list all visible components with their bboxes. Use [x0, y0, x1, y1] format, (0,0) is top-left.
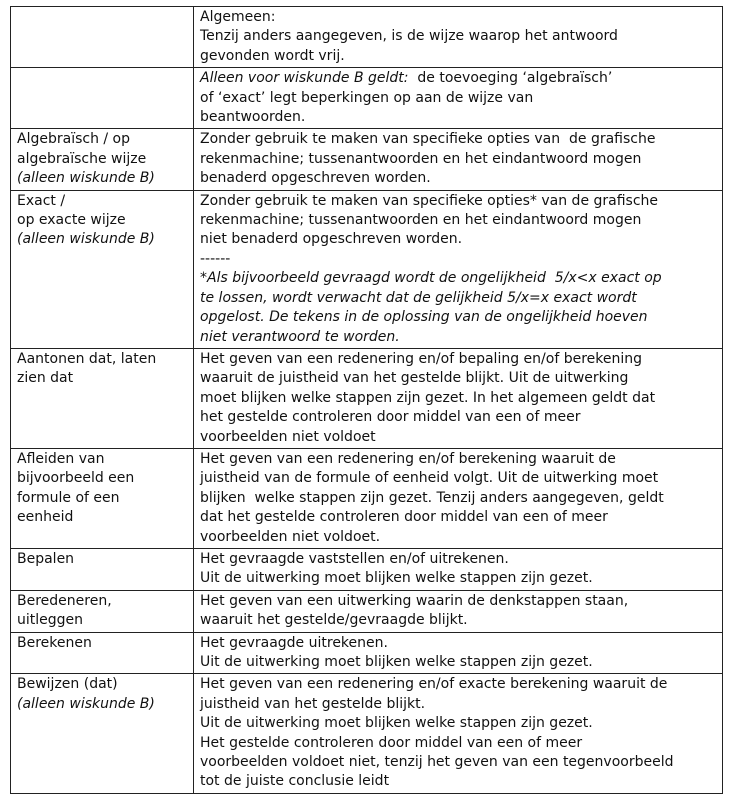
definition-line: [200, 753, 718, 772]
definition-text: voorbeelden niet voldoet: [200, 428, 376, 445]
definition-cell: [194, 68, 723, 129]
definition-line: [200, 695, 718, 714]
term-line: op exacte wijze: [17, 212, 126, 229]
definition-line: [200, 714, 718, 733]
definition-line: [200, 550, 718, 569]
term-line: algebraïsche wijze: [17, 150, 147, 167]
definition-text: of ‘exact’ legt beperkingen op aan de wijze van: [200, 89, 534, 106]
definition-line: [200, 369, 718, 388]
definition-text: voorbeelden niet voldoet.: [200, 528, 381, 545]
term-cell: [11, 548, 194, 590]
definition-text: juistheid van de formule of eenheid volgt. Uit de uitwerking moet: [200, 470, 659, 487]
definition-line: [200, 450, 718, 469]
term-line: (alleen wiskunde B): [17, 695, 155, 712]
definition-text: Alleen voor wiskunde B geldt:: [200, 70, 409, 87]
definition-cell: [194, 448, 723, 548]
definition-line: [200, 528, 718, 547]
term-cell: [11, 68, 194, 129]
table-row: [11, 7, 723, 68]
definition-cell: [194, 632, 723, 674]
definition-cell: [194, 129, 723, 190]
definition-text: juistheid van het gestelde blijkt.: [200, 695, 426, 712]
definition-line: [200, 469, 718, 488]
definition-text: rekenmachine; tussenantwoorden en het eindantwoord mogen: [200, 212, 642, 229]
definition-text: Het geven van een uitwerking waarin de denkstappen staan,: [200, 592, 629, 609]
term-cell: [11, 590, 194, 632]
definition-text: Zonder gebruik te maken van specifieke opties van de grafische: [200, 131, 656, 148]
definition-text: rekenmachine; tussenantwoorden en het eindantwoord mogen: [200, 150, 642, 167]
table-row: [11, 68, 723, 129]
term-cell: [11, 129, 194, 190]
definition-text: Het geven van een redenering en/of bepaling en/of berekening: [200, 350, 642, 367]
definition-line: [200, 230, 718, 249]
definition-text: niet benaderd opgeschreven worden.: [200, 231, 463, 248]
definition-text: beantwoorden.: [200, 109, 306, 126]
definition-line: [200, 489, 718, 508]
term-line: uitleggen: [17, 612, 84, 629]
definition-line: [200, 611, 718, 630]
term-line: Bepalen: [17, 550, 75, 567]
definition-line: [200, 350, 718, 369]
definition-line: [200, 150, 718, 169]
definition-text-suffix: de toevoeging ‘algebraïsch’: [408, 70, 613, 87]
term-line: Aantonen dat, laten: [17, 350, 157, 367]
definition-line: [200, 69, 718, 88]
term-cell: [11, 190, 194, 348]
definition-text: waaruit de juistheid van het gestelde blijkt. Uit de uitwerking: [200, 370, 629, 387]
definition-line: [200, 89, 718, 108]
term-cell: [11, 674, 194, 793]
definition-cell: [194, 7, 723, 68]
definition-line: [200, 328, 718, 347]
definition-line: [200, 592, 718, 611]
term-cell: [11, 448, 194, 548]
definition-line: [200, 772, 718, 791]
term-line: (alleen wiskunde B): [17, 170, 155, 187]
definition-line: [200, 108, 718, 127]
definition-text: te lossen, wordt verwacht dat de gelijkheid 5/x=x exact wordt: [200, 289, 637, 306]
definition-text: *Als bijvoorbeeld gevraagd wordt de ongelijkheid 5/x<x exact op: [200, 270, 662, 287]
term-line: eenheid: [17, 509, 74, 526]
term-cell: [11, 7, 194, 68]
definitions-table: [10, 6, 723, 794]
term-line: Afleiden van: [17, 450, 105, 467]
definition-line: [200, 389, 718, 408]
definition-cell: [194, 674, 723, 793]
term-line: Bewijzen (dat): [17, 676, 118, 693]
definition-text: gevonden wordt vrij.: [200, 47, 345, 64]
definition-text: Het gevraagde vaststellen en/of uitrekenen.: [200, 550, 509, 567]
definition-text: moet blijken welke stappen zijn gezet. In het algemeen geldt dat: [200, 389, 656, 406]
definitions-table-body: [11, 7, 723, 794]
table-row: [11, 590, 723, 632]
definition-line: [200, 569, 718, 588]
definition-line: [200, 8, 718, 27]
definition-line: [200, 289, 718, 308]
term-cell: [11, 632, 194, 674]
table-row: [11, 548, 723, 590]
definition-line: [200, 653, 718, 672]
definition-cell: [194, 548, 723, 590]
definition-line: [200, 211, 718, 230]
definition-line: [200, 634, 718, 653]
term-line: bijvoorbeeld een: [17, 470, 135, 487]
definition-cell: [194, 190, 723, 348]
term-line: Algebraïsch / op: [17, 131, 131, 148]
term-line: zien dat: [17, 370, 74, 387]
definition-text: dat het gestelde controleren door middel van een of meer: [200, 509, 608, 526]
definition-text: Algemeen:: [200, 9, 276, 25]
definition-text: Uit de uitwerking moet blijken welke stappen zijn gezet.: [200, 570, 593, 587]
table-row: [11, 448, 723, 548]
definition-line: [200, 250, 718, 269]
term-line: Beredeneren,: [17, 592, 112, 609]
definition-text: Het gestelde controleren door middel van een of meer: [200, 734, 583, 751]
definition-text: niet verantwoord te worden.: [200, 328, 400, 345]
definition-line: [200, 734, 718, 753]
definition-line: [200, 508, 718, 527]
term-line: (alleen wiskunde B): [17, 231, 155, 248]
definition-text: waaruit het gestelde/gevraagde blijkt.: [200, 612, 468, 629]
definition-text: Tenzij anders aangegeven, is de wijze waarop het antwoord: [200, 28, 618, 45]
definition-line: [200, 428, 718, 447]
term-line: formule of een: [17, 489, 120, 506]
definition-text: tot de juiste conclusie leidt: [200, 773, 390, 790]
definition-text: het gestelde controleren door middel van een of meer: [200, 409, 581, 426]
definition-text: Zonder gebruik te maken van specifieke opties* van de grafische: [200, 192, 659, 209]
definition-cell: [194, 590, 723, 632]
term-line: Exact /: [17, 192, 66, 209]
table-row: [11, 129, 723, 190]
definition-line: [200, 308, 718, 327]
definition-line: [200, 408, 718, 427]
definition-line: [200, 192, 718, 211]
definition-text: benaderd opgeschreven worden.: [200, 170, 431, 187]
definition-line: [200, 675, 718, 694]
term-line: Berekenen: [17, 634, 92, 651]
definition-text: voorbeelden voldoet niet, tenzij het geven van een tegenvoorbeeld: [200, 754, 674, 771]
definition-cell: [194, 348, 723, 448]
definition-line: [200, 27, 718, 46]
definition-text: blijken welke stappen zijn gezet. Tenzij anders aangegeven, geldt: [200, 489, 664, 506]
definition-text: ------: [200, 250, 231, 267]
table-row: [11, 674, 723, 793]
table-row: [11, 348, 723, 448]
definition-line: [200, 130, 718, 149]
definition-text: opgelost. De tekens in de oplossing van de ongelijkheid hoeven: [200, 309, 648, 326]
definition-text: Uit de uitwerking moet blijken welke stappen zijn gezet.: [200, 654, 593, 670]
definition-line: [200, 269, 718, 288]
definition-text: Het geven van een redenering en/of exacte berekening waaruit de: [200, 676, 668, 693]
definition-line: [200, 169, 718, 188]
table-row: [11, 190, 723, 348]
definition-text: Het geven van een redenering en/of berekening waaruit de: [200, 450, 616, 467]
definition-text: Uit de uitwerking moet blijken welke stappen zijn gezet.: [200, 715, 593, 732]
definition-line: [200, 47, 718, 66]
term-cell: [11, 348, 194, 448]
definition-text: Het gevraagde uitrekenen.: [200, 634, 388, 651]
table-row: [11, 632, 723, 674]
